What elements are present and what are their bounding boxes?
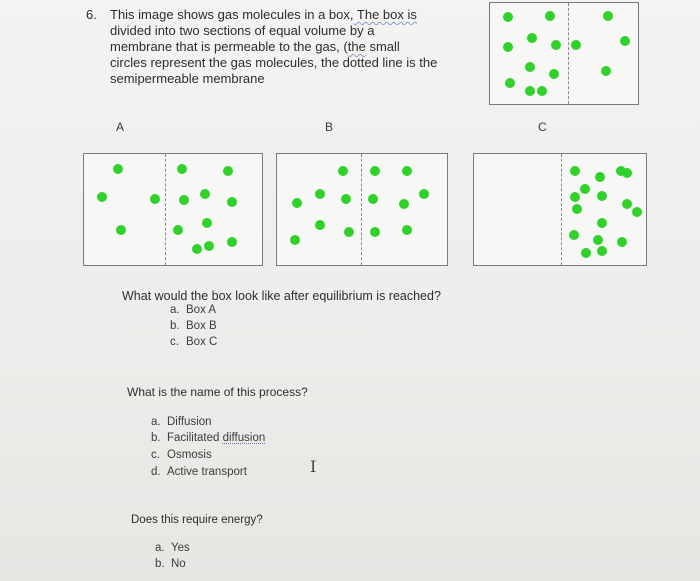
- gas-molecule: [549, 69, 559, 79]
- gas-molecule: [223, 166, 233, 176]
- gas-molecule: [315, 189, 325, 199]
- question-line-1: This image shows gas molecules in a box, The box is: [110, 7, 417, 22]
- gas-molecule: [597, 191, 607, 201]
- gas-molecule: [292, 198, 302, 208]
- gas-molecule: [525, 86, 535, 96]
- gas-molecule: [204, 241, 214, 251]
- gas-molecule: [200, 189, 210, 199]
- membrane-dotted-line: [568, 3, 569, 104]
- gas-molecule: [341, 194, 351, 204]
- box-c: [473, 153, 647, 266]
- gas-molecule: [370, 166, 380, 176]
- gas-molecule: [505, 78, 515, 88]
- gas-molecule: [603, 11, 613, 21]
- gas-molecule: [580, 184, 590, 194]
- box-a: [83, 153, 263, 266]
- gas-molecule: [368, 194, 378, 204]
- gas-molecule: [570, 166, 580, 176]
- gas-molecule: [503, 12, 513, 22]
- gas-molecule: [581, 248, 591, 258]
- q1-option-a[interactable]: a. Box A: [170, 304, 217, 316]
- gas-molecule: [370, 227, 380, 237]
- gas-molecule: [97, 192, 107, 202]
- gas-molecule: [632, 207, 642, 217]
- question-number: 6.: [86, 7, 97, 22]
- gas-molecule: [597, 246, 607, 256]
- gas-molecule: [525, 62, 535, 72]
- gas-molecule: [173, 225, 183, 235]
- q2-option-b[interactable]: b. Facilitated diffusion: [151, 432, 266, 444]
- question-line-4: circles represent the gas molecules, the dotted line is the: [110, 55, 438, 70]
- gas-molecule: [113, 164, 123, 174]
- question-line-2: divided into two sections of equal volume by a: [110, 23, 375, 38]
- membrane-dotted-line: [361, 154, 362, 265]
- gas-molecule: [551, 40, 561, 50]
- q2-option-a[interactable]: a. Diffusion: [151, 416, 212, 428]
- gas-molecule: [537, 86, 547, 96]
- gas-molecule: [192, 244, 202, 254]
- gas-molecule: [419, 189, 429, 199]
- gas-molecule: [571, 40, 581, 50]
- gas-molecule: [399, 199, 409, 209]
- gas-molecule: [570, 192, 580, 202]
- text-cursor-icon: I: [310, 457, 317, 476]
- q2-prompt: What is the name of this process?: [127, 385, 308, 399]
- gas-molecule: [622, 168, 632, 178]
- gas-molecule: [338, 166, 348, 176]
- box-c-label: C: [538, 120, 547, 134]
- gas-molecule: [527, 33, 537, 43]
- gas-molecule: [622, 199, 632, 209]
- gas-molecule: [227, 237, 237, 247]
- membrane-dotted-line: [165, 154, 166, 265]
- q1-option-b[interactable]: b. Box B: [170, 320, 217, 332]
- gas-molecule: [617, 237, 627, 247]
- gas-molecule: [315, 220, 325, 230]
- gas-molecule: [595, 172, 605, 182]
- gas-molecule: [569, 230, 579, 240]
- membrane-dotted-line: [561, 154, 562, 265]
- box-b: [276, 153, 448, 266]
- q2-option-d[interactable]: d. Active transport: [151, 466, 247, 478]
- gas-molecule: [344, 227, 354, 237]
- gas-molecule: [290, 235, 300, 245]
- gas-molecule: [150, 194, 160, 204]
- gas-molecule: [620, 36, 630, 46]
- gas-molecule: [545, 11, 555, 21]
- box-a-label: A: [116, 120, 125, 134]
- gas-molecule: [177, 164, 187, 174]
- gas-molecule: [227, 197, 237, 207]
- initial-state-box: [489, 2, 639, 105]
- q1-option-c[interactable]: c. Box C: [170, 336, 218, 348]
- gas-molecule: [179, 195, 189, 205]
- q3-option-a[interactable]: a. Yes: [155, 542, 190, 554]
- q2-option-c[interactable]: c. Osmosis: [151, 449, 212, 461]
- question-line-3: membrane that is permeable to the gas, (the small: [110, 39, 400, 54]
- box-b-label: B: [325, 120, 334, 134]
- gas-molecule: [402, 225, 412, 235]
- gas-molecule: [202, 218, 212, 228]
- gas-molecule: [597, 218, 607, 228]
- gas-molecule: [572, 204, 582, 214]
- q1-prompt: What would the box look like after equilibrium is reached?: [122, 289, 441, 303]
- gas-molecule: [593, 235, 603, 245]
- q3-option-b[interactable]: b. No: [155, 558, 186, 570]
- question-line-5: semipermeable membrane: [110, 71, 265, 86]
- q3-prompt: Does this require energy?: [131, 514, 263, 526]
- gas-molecule: [116, 225, 126, 235]
- gas-molecule: [503, 42, 513, 52]
- gas-molecule: [601, 66, 611, 76]
- gas-molecule: [402, 166, 412, 176]
